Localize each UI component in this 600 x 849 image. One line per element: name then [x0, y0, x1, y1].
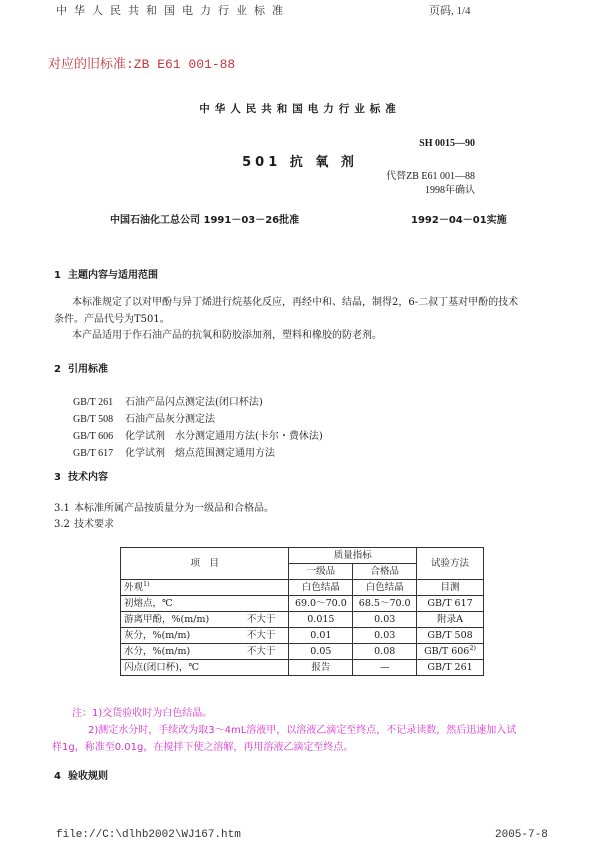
header-grade1: 一级品 [289, 564, 353, 580]
technical-requirements-table [120, 547, 484, 676]
document-org-title: 中华人民共和国电力行业标准 [199, 103, 401, 115]
table-row [121, 596, 484, 612]
section-title: 验收规则 [68, 771, 108, 782]
cell-method: 附录A [417, 612, 484, 628]
cell-method [417, 644, 484, 660]
cell-qualified: 0.03 [353, 612, 417, 628]
cell-qualified: 白色结晶 [353, 580, 417, 596]
section-heading-2 [54, 360, 108, 375]
document-title: 501 抗 氧 剂 [242, 155, 358, 170]
limit-label: 不大于 [246, 614, 276, 625]
reference-item [73, 393, 263, 408]
reference-code: GB/T 617 [73, 448, 114, 459]
section-heading-4 [54, 767, 108, 782]
cell-grade1: 0.015 [289, 612, 353, 628]
section-title: 主题内容与适用范围 [68, 270, 158, 281]
subsection-3-2 [54, 515, 114, 530]
reference-code: GB/T 508 [73, 414, 114, 425]
section-number: 2 [54, 364, 61, 375]
page-number: 页码, 1/4 [429, 5, 471, 17]
cell-method: GB/T 508 [417, 628, 484, 644]
header-qualified: 合格品 [353, 564, 417, 580]
confirmed-year: 1998年确认 [425, 185, 475, 196]
reference-item [73, 444, 275, 459]
cell-qualified: — [353, 660, 417, 676]
table-row [121, 580, 484, 596]
item-label: 游离甲酚，%(m/m) [124, 614, 210, 625]
table-note-2-cont: 样1g，称准至0.01g，在搅拌下使之溶解，再用溶液乙滴定至终点。 [52, 742, 354, 753]
old-standard-reference: 对应的旧标准:ZB E61 001-88 [48, 57, 236, 72]
item-label: 水分，%(m/m) [124, 646, 191, 657]
section-number: 1 [54, 270, 61, 281]
section-heading-3 [54, 468, 108, 483]
cell-grade1: 0.05 [289, 644, 353, 660]
table-row [121, 660, 484, 676]
cell-method: GB/T 261 [417, 660, 484, 676]
approval-line: 中国石油化工总公司 1991－03－26批准 [110, 215, 300, 226]
reference-item [73, 410, 215, 425]
reference-name: 化学试剂 熔点范围测定通用方法 [125, 448, 275, 459]
cell-grade1: 0.01 [289, 628, 353, 644]
method-label: GB/T 606 [424, 646, 470, 657]
cell-grade1: 69.0～70.0 [289, 596, 353, 612]
cell-item: 闪点(闭口杯)，℃ [121, 660, 289, 676]
cell-item: 初熔点，℃ [121, 596, 289, 612]
cell-item [121, 628, 289, 644]
limit-label: 不大于 [246, 630, 276, 641]
reference-name: 石油产品闪点测定法(闭口杯法) [125, 397, 263, 408]
standard-number: SH 0015—90 [419, 138, 475, 149]
footnote-mark: 2) [469, 643, 477, 652]
section-number: 3 [54, 472, 61, 483]
page-header-title: 中华人民共和国电力行业标准 [56, 5, 290, 17]
cell-method: GB/T 617 [417, 596, 484, 612]
effective-date: 1992－04－01实施 [411, 215, 507, 226]
subsection-3-1 [54, 499, 274, 514]
reference-code: GB/T 261 [73, 397, 114, 408]
cell-grade1: 白色结晶 [289, 580, 353, 596]
file-path: file://C:\dlhb2002\WJ167.htm [56, 829, 241, 841]
cell-item [121, 644, 289, 660]
item-label: 灰分，%(m/m) [124, 630, 191, 641]
table-row [121, 628, 484, 644]
cell-item [121, 612, 289, 628]
subsection-number: 3.2 [54, 519, 70, 530]
subsection-number: 3.1 [54, 503, 70, 514]
section-heading-1 [54, 266, 158, 281]
table-header-row [121, 548, 484, 564]
reference-item [73, 427, 323, 442]
table-note-1: 注：1)交货验收时为白色结晶。 [72, 708, 213, 719]
header-quality-index: 质量指标 [289, 548, 417, 564]
item-label: 外观 [124, 582, 144, 593]
section-number: 4 [54, 771, 61, 782]
table-row [121, 612, 484, 628]
replaces-standard: 代替ZB E61 001—88 [386, 171, 475, 182]
limit-label: 不大于 [246, 646, 276, 657]
paragraph: 本产品适用于作石油产品的抗氧和防胶添加剂，塑料和橡胶的防老剂。 [72, 330, 382, 341]
subsection-text: 技术要求 [74, 519, 114, 530]
header-test-method: 试验方法 [417, 548, 484, 580]
cell-method: 目测 [417, 580, 484, 596]
reference-name: 石油产品灰分测定法 [125, 414, 215, 425]
table-row [121, 644, 484, 660]
subsection-text: 本标准所属产品按质量分为一级品和合格品。 [74, 503, 274, 514]
header-item: 项 目 [121, 548, 289, 580]
cell-qualified: 68.5～70.0 [353, 596, 417, 612]
cell-qualified: 0.08 [353, 644, 417, 660]
table-note-2: 2)测定水分时，手续改为取3～4mL溶液甲，以溶液乙滴定至终点，不记录读数，然后迅速加入试 [88, 725, 517, 736]
section-title: 引用标准 [68, 364, 108, 375]
paragraph: 本标准规定了以对甲酚与异丁烯进行烷基化反应，再经中和、结晶，制得2，6-二叔丁基对甲酚的技术 [72, 297, 519, 308]
cell-qualified: 0.03 [353, 628, 417, 644]
reference-name: 化学试剂 水分测定通用方法(卡尔・费休法) [125, 431, 323, 442]
cell-item [121, 580, 289, 596]
footnote-mark: 1) [143, 579, 150, 588]
reference-code: GB/T 606 [73, 431, 114, 442]
print-date: 2005-7-8 [495, 829, 548, 841]
cell-grade1: 报告 [289, 660, 353, 676]
section-title: 技术内容 [68, 472, 108, 483]
paragraph: 条件。产品代号为T501。 [54, 314, 170, 325]
